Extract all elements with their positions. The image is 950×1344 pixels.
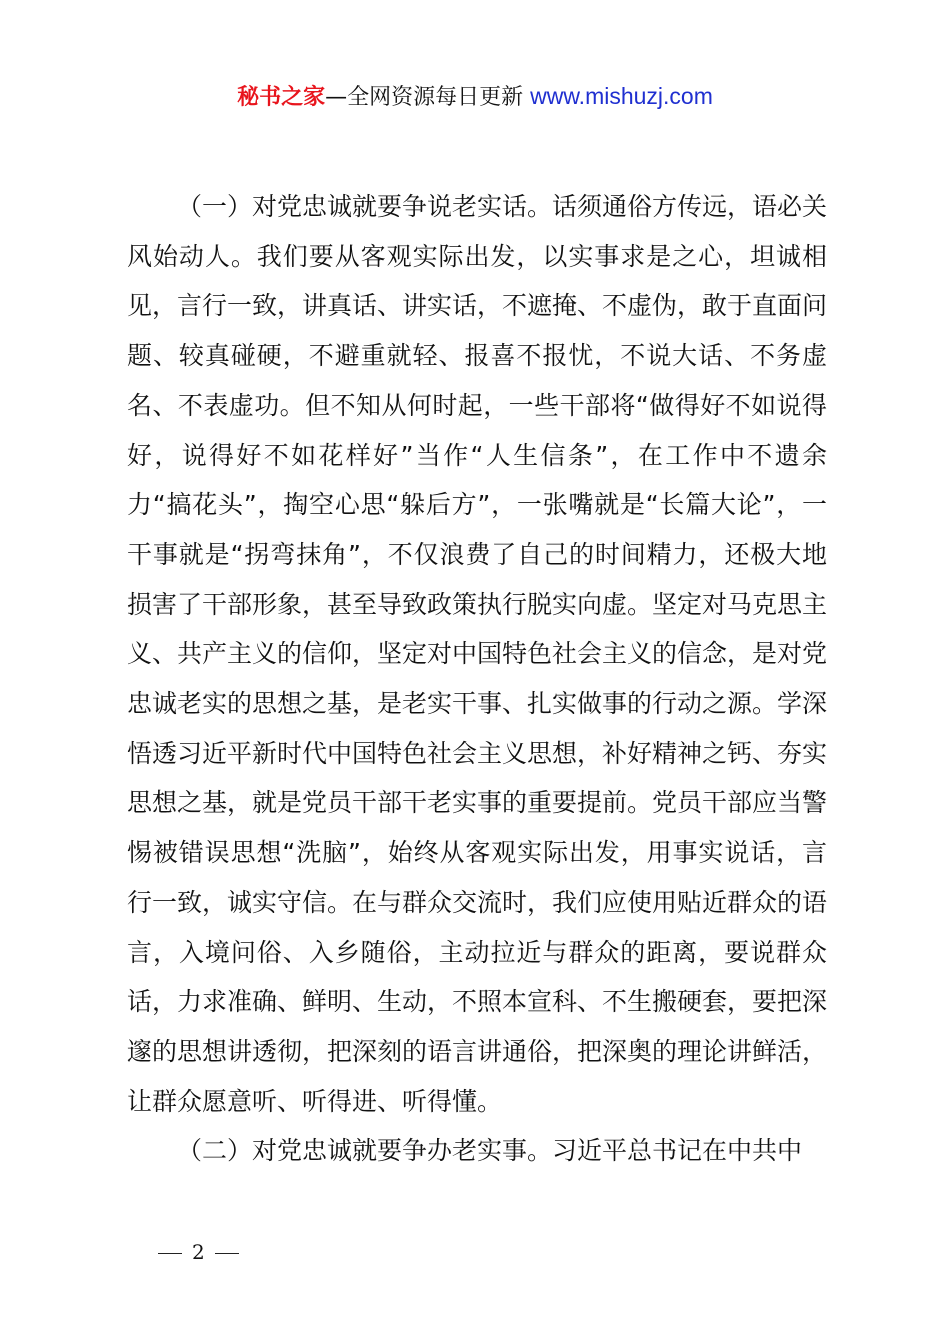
footer-dash-right: [215, 1253, 239, 1254]
paragraph-2: （二）对党忠诚就要争办老实事。习近平总书记在中共中: [177, 1136, 803, 1166]
banner-brand: 秘书之家: [237, 85, 326, 110]
page-footer: [158, 1238, 239, 1266]
footer-dash-left: [158, 1253, 182, 1254]
site-banner: [0, 80, 950, 114]
banner-tagline: —全网资源每日更新: [325, 85, 524, 110]
document-body: [127, 182, 827, 1176]
banner-url-link[interactable]: www.mishuzj.com: [530, 83, 713, 109]
page-number: 2: [192, 1240, 205, 1264]
paragraph-1: （一）对党忠诚就要争说老实话。话须通俗方传远，语必关风始动人。我们要从客观实际出发，以实事求是之心，坦诚相见，言行一致，讲真话、讲实话，不遮掩、不虚伪，敢于直面问题、较真碰硬，不避重就轻、报喜不报忧，不说大话、不务虚名、不表虚功。但不知从何时起，一些干部将“做得好不如说得好，说得好不如花样好”当作“人生信条”，在工作中不遗余力“搞花头”，掏空心思“躲后方”，一张嘴就是“长篇大论”，一干事就是“拐弯抹角”，不仅浪费了自己的时间精力，还极大地损害了干部形象，甚至导致政策执行脱实向虚。坚定对马克思主义、共产主义的信仰，坚定对中国特色社会主义的信念，是对党忠诚老实的思想之基，是老实干事、扎实做事的行动之源。学深悟透习近平新时代中国特色社会主义思想，补好精神之钙、夯实思想之基，就是党员干部干老实事的重要提前。党员干部应当警惕被错误思想“洗脑”，始终从客观实际出发，用事实说话，言行一致，诚实守信。在与群众交流时，我们应使用贴近群众的语言，入境问俗、入乡随俗，主动拉近与群众的距离，要说群众话，力求准确、鲜明、生动，不照本宣科、不生搬硬套，要把深邃的思想讲透彻，把深刻的语言讲通俗，把深奥的理论讲鲜活，让群众愿意听、听得进、听得懂。: [127, 192, 828, 1116]
